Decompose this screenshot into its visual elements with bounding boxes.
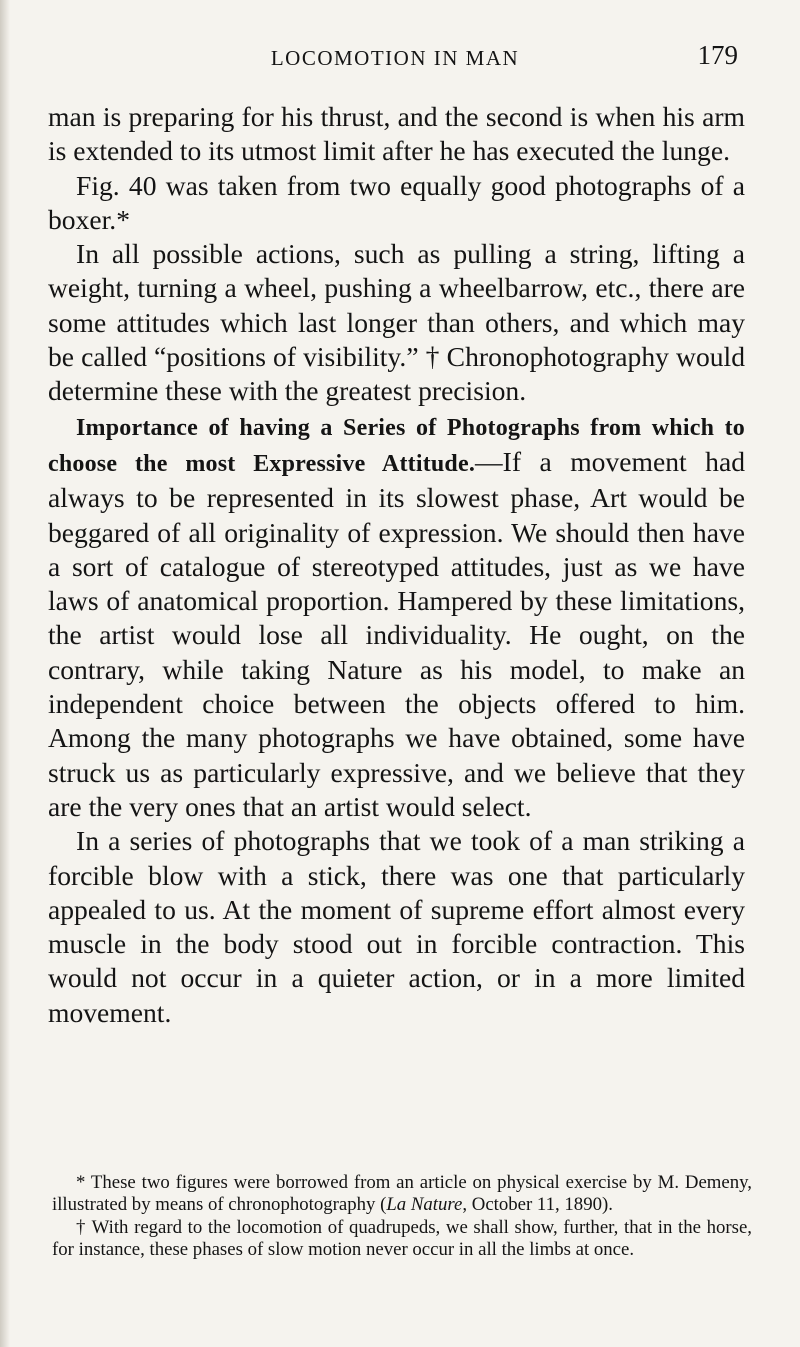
footnote-2-text: † With regard to the locomotion of quadrupeds, we shall show, further, that in the horse, for instance, these phases of slow motion never occur in all the limbs at once. (52, 1217, 752, 1260)
footnote-1 (52, 1172, 752, 1215)
footnote-1-after: , October 11, 1890). (462, 1193, 613, 1215)
paragraph-1 (48, 100, 745, 169)
paragraph-3-text: In all possible actions, such as pulling a string, lifting a weight, turning a wheel, pushing a wheelbarrow, etc., there are some attitudes which last longer than others, and which may be called “positions of visibility.” † Chronophotography would determine these with the greatest precision. (48, 238, 745, 407)
footnotes (52, 1172, 752, 1260)
paragraph-4 (48, 409, 745, 825)
page-edge-shadow (0, 0, 10, 1347)
running-head: LOCOMOTION IN MAN (270, 46, 520, 70)
body-text (48, 100, 745, 1030)
paragraph-5-text: In a series of photographs that we took of a man striking a forcible blow with a stick, there was one that particularly appealed to us. At the moment of supreme effort almost every muscle in the body stood out in forcible contraction. This would not occur in a quieter action, or in a more limited movement. (48, 825, 745, 1028)
paragraph-4-text: —If a movement had always to be represented in its slowest phase, Art would be beggared of all originality of expression. We should then have a sort of catalogue of stereotyped attitudes, just as we have laws of anatomical proportion. Hampered by these limitations, the artist would lose all individuality. He ought, on the contrary, while taking Nature as his model, to make an independent choice between the objects offered to him. Among the many photographs we have obtained, some have struck us as particularly expressive, and we believe that they are the very ones that an artist would select. (48, 445, 745, 822)
footnote-2 (52, 1217, 752, 1260)
paragraph-1-text: man is preparing for his thrust, and the second is when his arm is extended to its utmost limit after he has executed the lunge. (48, 101, 745, 167)
footnote-1-italic: La Nature (386, 1193, 463, 1215)
paragraph-2-text: Fig. 40 was taken from two equally good photographs of a boxer.* (48, 169, 745, 235)
page-header (50, 38, 740, 78)
page-number: 179 (697, 40, 738, 70)
section-heading: Importance of having a Series of Photographs from which to choose the most Expressive Attitude. (48, 414, 745, 477)
footnote-1-before: * These two figures were borrowed from an article on physical exercise by M. Demeny, illustrated by means of chronophotography ( (52, 1172, 752, 1215)
paragraph-3 (48, 237, 745, 408)
paragraph-2 (48, 169, 745, 238)
paragraph-5 (48, 824, 745, 1030)
